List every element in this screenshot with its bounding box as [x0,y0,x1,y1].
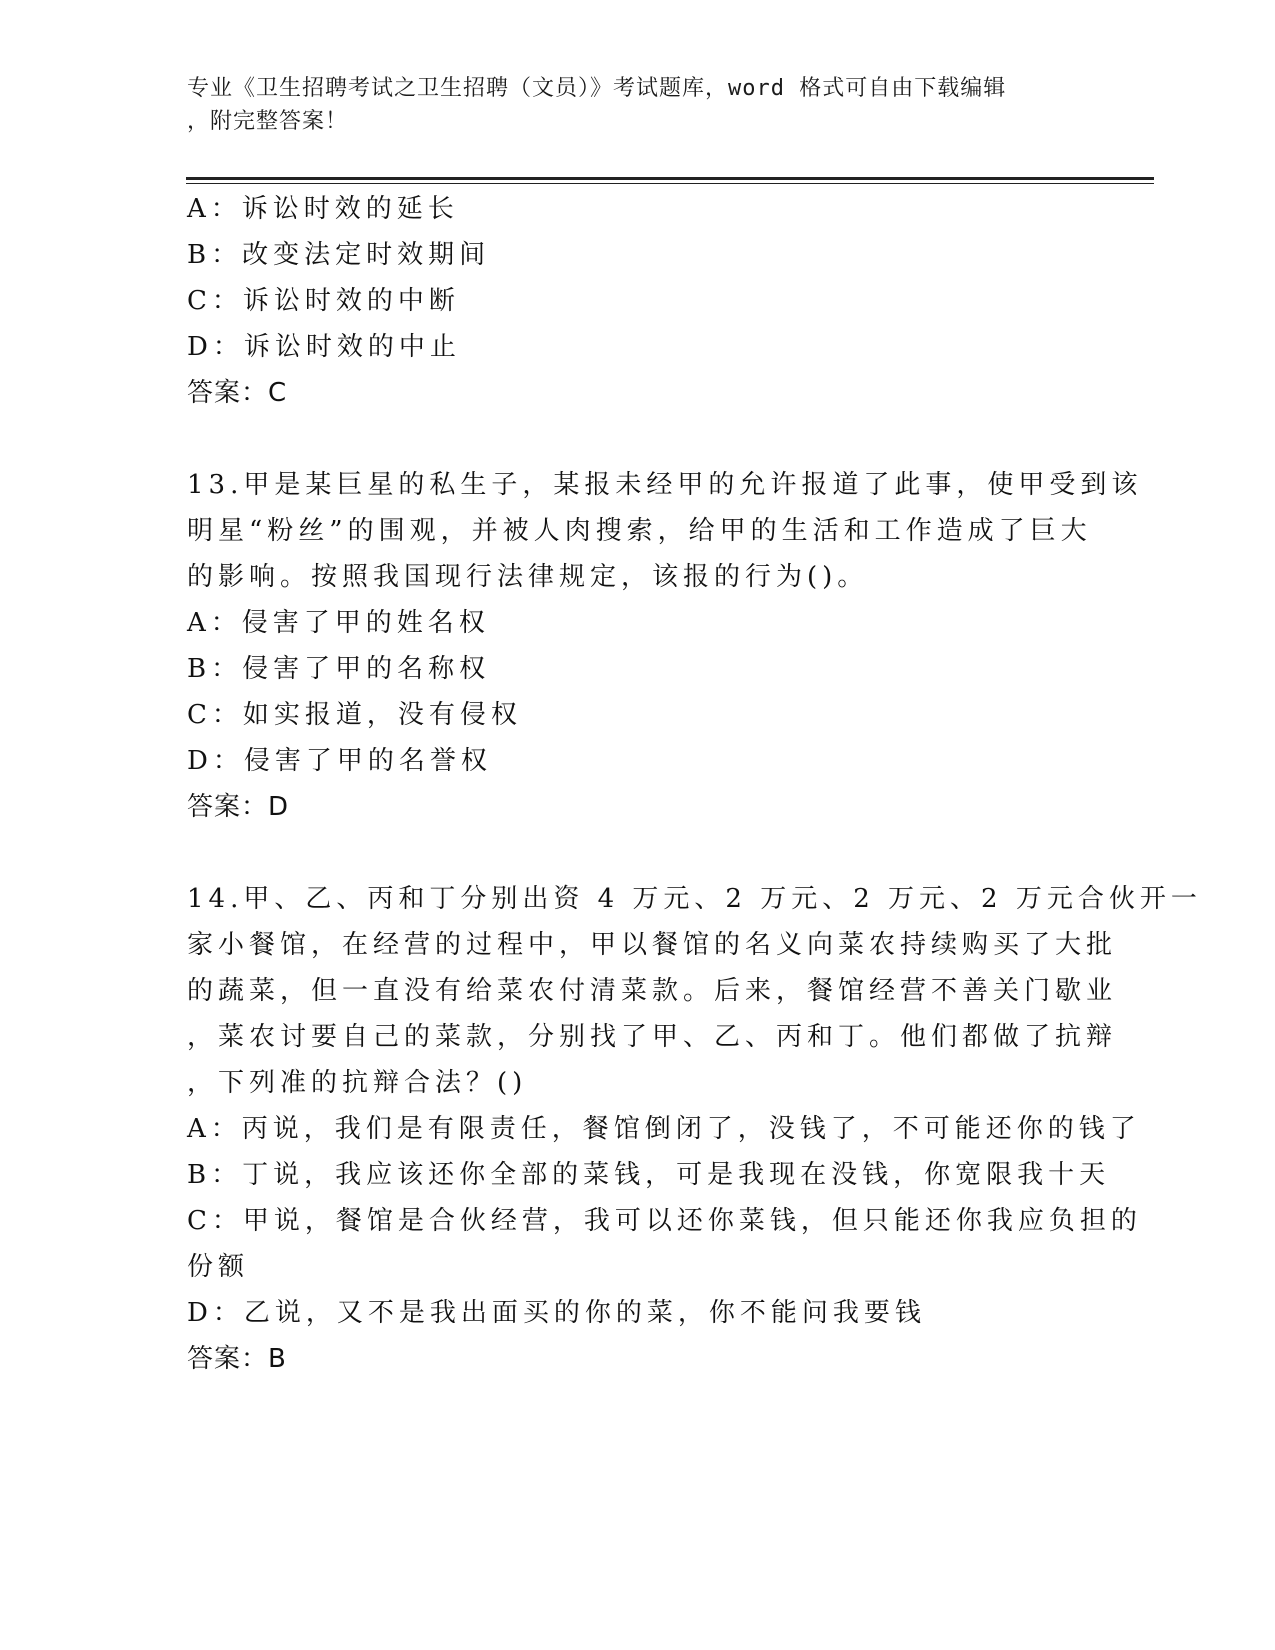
q14-option-c-continued: 份额 [187,1252,250,1282]
q14-stem-line-3: 的蔬菜，但一直没有给菜农付清菜款。后来，餐馆经营不善关门歇业 [187,976,1118,1006]
question-list [187,186,1202,1382]
question-13 [187,462,1143,830]
q14-stem-line-2: 家小餐馆，在经营的过程中，甲以餐馆的名义向菜农持续购买了大批 [187,930,1118,960]
q13-stem-line-1: 13.甲是某巨星的私生子，某报未经甲的允许报道了此事，使甲受到该 [187,470,1143,500]
q14-stem-line-1: 14.甲、乙、丙和丁分别出资 4 万元、2 万元、2 万元、2 万元合伙开一 [187,884,1202,914]
q13-option-a: A：侵害了甲的姓名权 [187,608,490,638]
question-12 [187,186,1087,416]
q12-option-a: A：诉讼时效的延长 [187,194,459,224]
q14-option-b: B：丁说，我应该还你全部的菜钱，可是我现在没钱，你宽限我十天 [187,1160,1111,1190]
q14-option-d: D：乙说，又不是我出面买的你的菜，你不能问我要钱 [187,1298,926,1328]
spacer [187,830,1087,876]
q12-option-c: C：诉讼时效的中断 [187,286,460,316]
header-title-line-2: ，附完整答案！ [187,109,349,134]
q12-option-d: D：诉讼时效的中止 [187,332,461,362]
q12-option-b: B：改变法定时效期间 [187,240,491,270]
q13-option-c: C：如实报道，没有侵权 [187,700,522,730]
q13-option-d: D：侵害了甲的名誉权 [187,746,492,776]
header-divider-thin [186,183,1154,184]
q13-option-b: B：侵害了甲的名称权 [187,654,491,684]
q14-answer: 答案：B [187,1344,287,1374]
q14-option-a: A：丙说，我们是有限责任，餐馆倒闭了，没钱了，不可能还你的钱了 [187,1114,1141,1144]
header-divider-thick [186,177,1154,180]
q14-option-c: C：甲说，餐馆是合伙经营，我可以还你菜钱，但只能还你我应负担的 [187,1206,1142,1236]
header-title-line-1: 专业《卫生招聘考试之卫生招聘（文员）》考试题库，word 格式可自由下载编辑 [187,76,1007,101]
question-14 [187,876,1202,1382]
document-header [187,72,1087,138]
q13-stem-line-3: 的影响。按照我国现行法律规定，该报的行为()。 [187,562,869,592]
q13-stem-line-2: 明星“粉丝”的围观，并被人肉搜索，给甲的生活和工作造成了巨大 [187,516,1092,546]
q12-answer: 答案：C [187,378,288,408]
q13-answer: 答案：D [187,792,290,822]
q14-stem-line-4: ，菜农讨要自己的菜款，分别找了甲、乙、丙和丁。他们都做了抗辩 [187,1022,1118,1052]
spacer [187,416,1087,462]
q14-stem-line-5: ，下列准的抗辩合法？() [187,1068,528,1098]
